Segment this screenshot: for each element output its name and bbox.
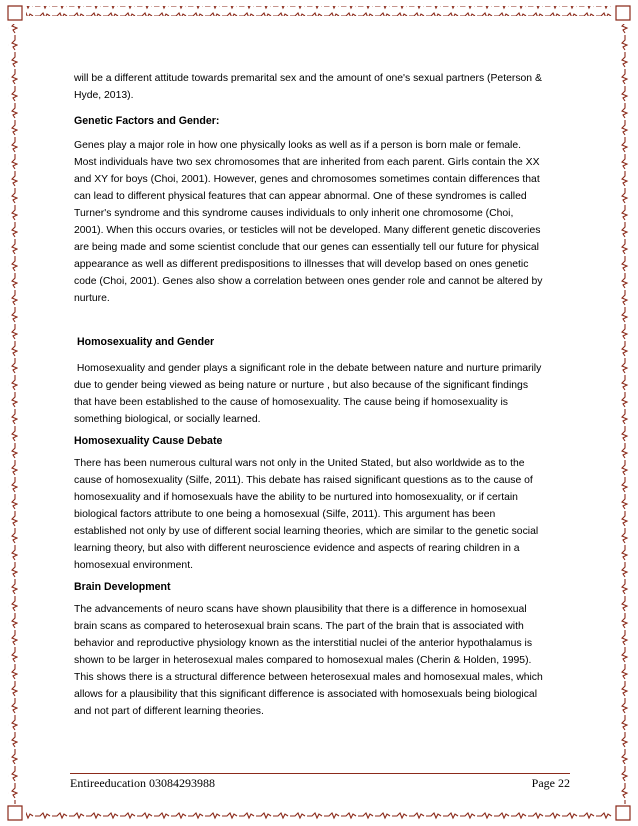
- paragraph-genetic-factors: Genes play a major role in how one physically looks as well as if a person is born male or female. Most individuals have two sex chromosomes that are inherited from each parent. Girls contain the XX and XY for boys (Choi, 2001). However, genes and chromosomes sometimes contain differences that can lead to different physical features that can appear abnormal. One of these syndromes is called Turner's syndrome and this syndrome causes individuals to only inherit one chromosome (Choi, 2001). When this occurs ovaries, or testicles will not be developed. Many different genetic discoveries are being made and some scientist conclude that our genes can essentially tell our future for physical appearance as well as different predispositions to illnesses that will develop based on ones genetic code (Choi, 2001). Genes also show a correlation between ones gender role and cannot be altered by nurture.: [74, 140, 543, 304]
- heading-genetic-factors: Genetic Factors and Gender:: [74, 115, 220, 127]
- paragraph-homosexuality-gender: [74, 360, 544, 428]
- paragraph-homosexuality-gender-text: Homosexuality and gender plays a significant role in the debate between nature and nurture primarily due to gender being viewed as being nature or nurture , but also because of the significant findings that have been established to the cause of homosexuality. The cause being if homosexuality is something biological, or socially learned.: [74, 363, 542, 425]
- page-footer: [70, 773, 570, 793]
- footer-page-number: Page 22: [531, 776, 570, 790]
- footer-publisher: Entireeducation 03084293988: [70, 776, 215, 790]
- document-body: [74, 70, 544, 720]
- heading-cause-debate: Homosexuality Cause Debate: [74, 435, 223, 447]
- heading-homosexuality-gender-text: Homosexuality and Gender: [76, 336, 215, 348]
- paragraph-cause-debate: There has been numerous cultural wars not only in the United Stated, but also worldwide as to the cause of homosexuality (Silfe, 2011). This debate has raised significant questions as to the cause of homosexuality and if homosexuals have the ability to be nurtured into homosexuality, or if certain biological factors attribute to one being a homosexual (Silfe, 2011). This argument has been established not only by use of different social learning theories, which are similar to the genetic social learning theory, but also with different neuroscience evidence and aspects of rearing children in a homosexual environment.: [74, 458, 539, 571]
- heading-brain-development: Brain Development: [74, 581, 171, 593]
- footer-rule: [70, 773, 570, 774]
- paragraph-brain-development: The advancements of neuro scans have shown plausibility that there is a difference in homosexual brain scans as compared to heterosexual brain scans. The part of the brain that is associated with behavior and reproductive physiology known as the interstitial nuclei of the anterior hypothalamus is shown to be larger in heterosexual males compared to homosexual males (Cherin & Holden, 1995). This shows there is a structural difference between heterosexual males and homosexual males, which allows for a plausibility that this significant difference is associated with homosexuals being biological and not part of different learning theories.: [74, 604, 543, 717]
- intro-paragraph: will be a different attitude towards premarital sex and the amount of one's sexual partners (Peterson & Hyde, 2013).: [74, 73, 542, 101]
- heading-homosexuality-gender: [74, 334, 544, 351]
